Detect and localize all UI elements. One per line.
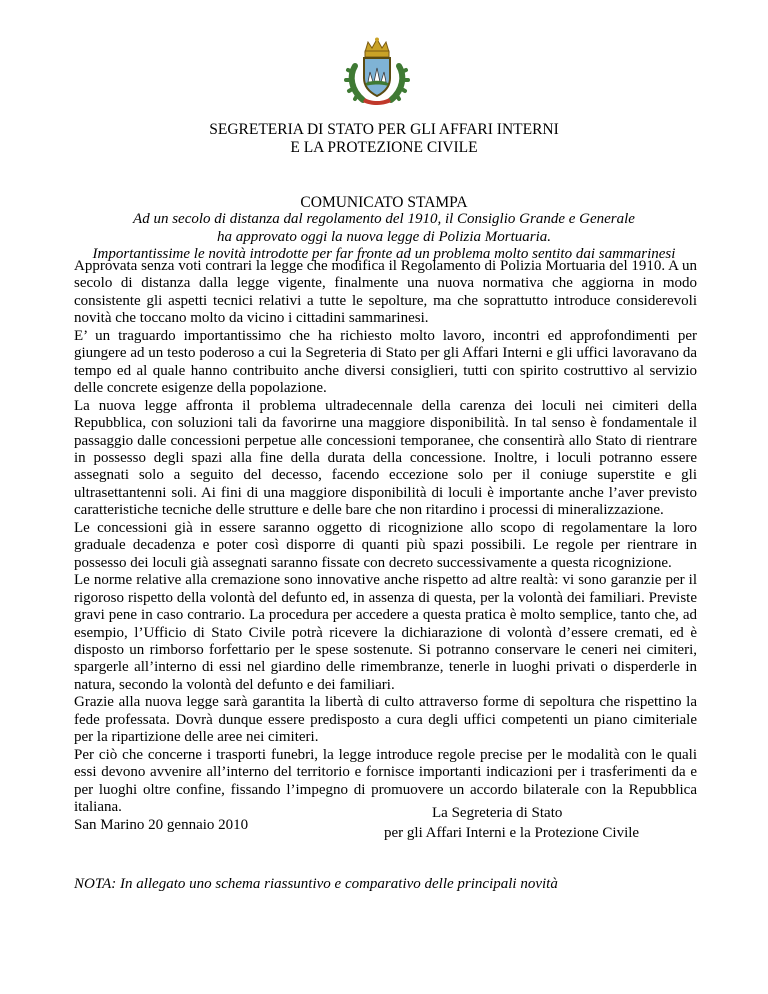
body-paragraph: E’ un traguardo importantissimo che ha richiesto molto lavoro, incontri ed approfondimenti per giungere ad un testo poderoso a cui la Segreteria di Stato per gli Affari Interni e gli uffici lavoravano da tempo ed al quale hanno contribuito anche diversi consiglieri, tutti con spirito costruttivo al servizio delle concrete esigenze della popolazione. [74, 327, 697, 397]
body-paragraph: Per ciò che concerne i trasporti funebri, la legge introduce regole precise per le modalità con le quali essi devono avvenire all’interno del territorio e fornisce importanti indicazioni per i trasferimenti da e per luoghi oltre confine, fissando l’impegno di promuovere un accordo bilaterale con la Repubblica italiana. [74, 746, 697, 816]
body-paragraph: Le concessioni già in essere saranno oggetto di ricognizione allo scopo di regolamentare la loro graduale decadenza e poter così disporre di quanti più spazi possibili. Le regole per rientrare in possesso dei loculi già assegnati saranno fissate con decreto successivamente a questa ricognizione. [74, 519, 697, 571]
press-release-title: COMUNICATO STAMPA [300, 194, 468, 211]
body-paragraph: Le norme relative alla cremazione sono innovative anche rispetto ad altre realtà: vi sono garanzie per il rigoroso rispetto della volontà del defunto ed, in assenza di questa, per la volontà dei familiari. Previste gravi pene in caso contrario. La procedura per accedere a questa pratica è molto semplice, tanto che, ad esempio, l’Ufficio di Stato Civile potrà ricevere la dichiarazione di volontà d’essere cremati, ed è disposto un rimborso forfettario per le spese sostenute. Si potranno conservare le ceneri nei cimiteri, spargerle all’interno di essi nel giardino delle rimembranze, tenerle in luoghi privati o disperderle in natura, secondo la volontà del defunto e dei familiari. [74, 572, 697, 693]
subtitle-line: Importantissime le novità introdotte per far fronte ad un problema molto sentito dai sammarinesi [92, 246, 676, 262]
body-paragraph: La nuova legge affronta il problema ultradecennale della carenza dei loculi nei cimiteri della Repubblica, con soluzioni tali da favorirne una maggiore disponibilità. In tal senso è fondamentale il passaggio dalle concessioni perpetue alle concessioni temporanee, che consentirà allo Stato di rientrare in possesso degli spazi alla fine della durata della concessione. Inoltre, i loculi potranno essere assegnati solo a seguito del decesso, facendo eccezione solo per il coniuge superstite e gli ultrasettantenni soli. Ai fini di una maggiore disponibilità di loculi è importante anche l’aver previsto caratteristiche tecniche delle strutture e delle bare che non ritardino i processi di mineralizzazione. [74, 397, 697, 519]
press-body [74, 258, 697, 834]
press-subtitle [0, 211, 768, 264]
body-paragraph: Grazie alla nuova legge sarà garantita la libertà di culto attraverso forme di sepoltura che rispettino la fede professata. Dovrà dunque essere predisposto a cura degli uffici competenti un piano cimiteriale per la ripartizione delle aree nei cimiteri. [74, 694, 697, 746]
date-line: San Marino 20 gennaio 2010 [74, 816, 249, 833]
signature-line-2: per gli Affari Interni e la Protezione Civile [384, 825, 640, 841]
header-title [0, 121, 768, 157]
san-marino-coat-of-arms-icon [341, 36, 413, 108]
header-line-2: E LA PROTEZIONE CIVILE [290, 139, 478, 156]
signature-line-1: La Segreteria di Stato [432, 805, 563, 821]
subtitle-line: ha approvato oggi la nuova legge di Polizia Mortuaria. [216, 228, 551, 245]
header-line-1: SEGRETERIA DI STATO PER GLI AFFARI INTERNI [209, 121, 559, 138]
body-paragraph: Approvata senza voti contrari la legge che modifica il Regolamento di Polizia Mortuaria del 1910. A un secolo di distanza dalla legge vigente, finalmente una nuova normativa che aggiorna in modo consistente gli aspetti tecnici relativi a tutte le sepolture, ma che soprattutto introduce considerevoli novità che toccano molto da vicino i cittadini sammarinesi. [74, 258, 697, 327]
note-text: NOTA: In allegato uno schema riassuntivo e comparativo delle principali novità [74, 876, 558, 892]
subtitle-line: Ad un secolo di distanza dal regolamento del 1910, il Consiglio Grande e Generale [133, 211, 635, 227]
